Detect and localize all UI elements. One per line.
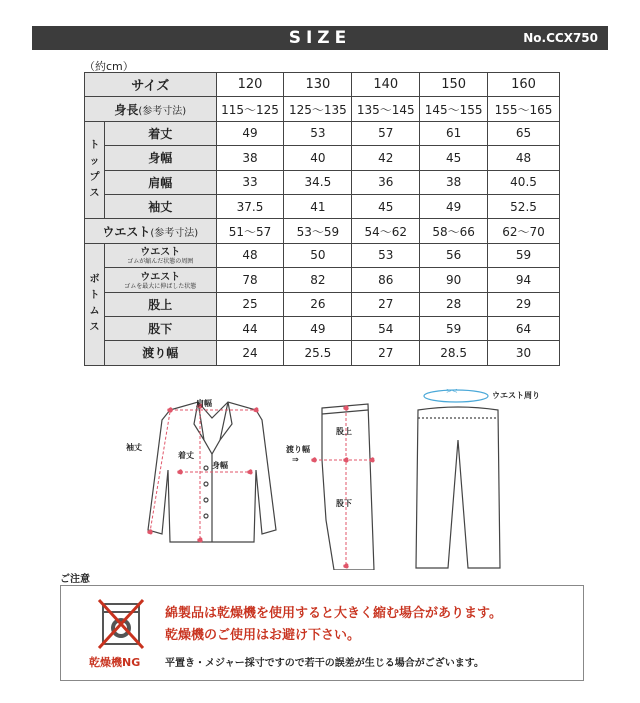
- waist-cell: 53〜59: [284, 219, 352, 243]
- value-cell: 54: [352, 316, 420, 340]
- value-cell: 90: [420, 268, 488, 292]
- value-cell: 56: [420, 243, 488, 267]
- value-cell: 27: [352, 341, 420, 365]
- waist-label: [85, 219, 217, 243]
- value-cell: 25: [216, 292, 284, 316]
- height-ref-text: (参考寸法): [138, 105, 187, 117]
- tops-char: ス: [89, 188, 100, 200]
- height-label-text: 身長: [114, 102, 139, 117]
- waist-around-label: ウエスト周り: [492, 391, 540, 400]
- waist-arrow-icon: ><: [446, 387, 458, 395]
- height-label: [85, 97, 217, 121]
- value-cell: 61: [420, 121, 488, 145]
- size-title: SIZE: [288, 28, 352, 48]
- size-cell: 130: [284, 73, 352, 97]
- table-row-bottoms-waist-relaxed: [85, 243, 560, 267]
- table-row-bottoms-waist-stretched: [85, 268, 560, 292]
- bottoms-char: ム: [89, 306, 100, 318]
- dryer-ng-label: 乾燥機NG: [89, 656, 141, 669]
- value-cell: 48: [216, 243, 284, 267]
- value-cell: 25.5: [284, 341, 352, 365]
- value-cell: 49: [420, 194, 488, 218]
- body-width-label: 身幅: [212, 461, 228, 470]
- bottoms-char: ト: [89, 290, 100, 302]
- tops-char: ッ: [89, 156, 100, 168]
- value-cell: 37.5: [216, 194, 284, 218]
- value-cell: 50: [284, 243, 352, 267]
- waist-ref-text: (参考寸法): [150, 227, 199, 239]
- warning-measurement: 平置き・メジャー採寸ですので若干の誤差が生じる場合がございます。: [165, 658, 484, 669]
- value-cell: 26: [284, 292, 352, 316]
- tops-char: プ: [89, 172, 100, 184]
- rise-label: 股上: [336, 427, 352, 436]
- size-header: [32, 26, 608, 50]
- value-cell: 59: [488, 243, 560, 267]
- value-cell: 53: [352, 243, 420, 267]
- warning-shrink: 綿製品は乾燥機を使用すると大きく縮む場合があります。: [165, 606, 502, 621]
- height-cell: 145〜155: [420, 97, 488, 121]
- tops-char: ト: [89, 140, 100, 152]
- value-cell: 52.5: [488, 194, 560, 218]
- value-cell: 41: [284, 194, 352, 218]
- row-label: 身幅: [104, 146, 216, 170]
- value-cell: 86: [352, 268, 420, 292]
- row-label: 股下: [104, 316, 216, 340]
- value-cell: 49: [216, 121, 284, 145]
- value-cell: 29: [488, 292, 560, 316]
- value-cell: 40: [284, 146, 352, 170]
- model-number: No.CCX750: [523, 31, 598, 45]
- row-label: 股上: [104, 292, 216, 316]
- value-cell: 36: [352, 170, 420, 194]
- row-label: 肩幅: [104, 170, 216, 194]
- waist-cell: 62〜70: [488, 219, 560, 243]
- height-cell: 155〜165: [488, 97, 560, 121]
- waist-label-text: ウエスト: [102, 224, 151, 239]
- size-cell: 160: [488, 73, 560, 97]
- table-row-tops-width: [85, 146, 560, 170]
- measurement-diagram: [0, 380, 640, 570]
- row-label: 渡り幅: [104, 341, 216, 365]
- dryer-ng-icon: [97, 598, 145, 650]
- value-cell: 45: [352, 194, 420, 218]
- table-row-height: [85, 97, 560, 121]
- table-row-bottoms-thigh: [85, 341, 560, 365]
- row-label: 袖丈: [104, 194, 216, 218]
- row-label: [104, 243, 216, 267]
- table-row-bottoms-inseam: [85, 316, 560, 340]
- shirt-measure-lines: [148, 404, 258, 542]
- value-cell: 65: [488, 121, 560, 145]
- height-cell: 115〜125: [216, 97, 284, 121]
- row-sublabel: ゴムを最大に伸ばした状態: [124, 282, 197, 290]
- length-label: 着丈: [178, 451, 194, 460]
- value-cell: 49: [284, 316, 352, 340]
- table-row-tops-sleeve: [85, 194, 560, 218]
- table-row-bottoms-rise: [85, 292, 560, 316]
- tops-group-label: [85, 121, 105, 219]
- waist-cell: 58〜66: [420, 219, 488, 243]
- waist-cell: 54〜62: [352, 219, 420, 243]
- value-cell: 53: [284, 121, 352, 145]
- value-cell: 40.5: [488, 170, 560, 194]
- size-cell: 120: [216, 73, 284, 97]
- value-cell: 57: [352, 121, 420, 145]
- row-label-text: ウエスト: [140, 247, 181, 259]
- value-cell: 30: [488, 341, 560, 365]
- value-cell: 28: [420, 292, 488, 316]
- value-cell: 34.5: [284, 170, 352, 194]
- value-cell: 44: [216, 316, 284, 340]
- notes-box: [60, 585, 584, 681]
- shoulder-label: 肩幅: [196, 399, 212, 408]
- warning-avoid-dryer: 乾燥機のご使用はお避け下さい。: [165, 628, 361, 643]
- thigh-label: 渡り幅: [286, 445, 310, 454]
- row-label-text: ウエスト: [140, 271, 181, 283]
- table-row-waist: [85, 219, 560, 243]
- notes-title: ご注意: [60, 574, 90, 585]
- height-cell: 125〜135: [284, 97, 352, 121]
- value-cell: 94: [488, 268, 560, 292]
- pants-front-illustration: [416, 407, 500, 568]
- value-cell: 82: [284, 268, 352, 292]
- size-label: サイズ: [85, 73, 217, 97]
- value-cell: 42: [352, 146, 420, 170]
- height-cell: 135〜145: [352, 97, 420, 121]
- value-cell: 38: [420, 170, 488, 194]
- row-label: 着丈: [104, 121, 216, 145]
- size-table: [84, 72, 560, 366]
- table-row-tops-length: [85, 121, 560, 145]
- bottoms-char: ボ: [89, 274, 100, 286]
- value-cell: 27: [352, 292, 420, 316]
- value-cell: 45: [420, 146, 488, 170]
- value-cell: 64: [488, 316, 560, 340]
- inseam-label: 股下: [336, 499, 352, 508]
- value-cell: 28.5: [420, 341, 488, 365]
- value-cell: 78: [216, 268, 284, 292]
- sleeve-label: 袖丈: [126, 443, 142, 452]
- table-row-size: [85, 73, 560, 97]
- size-cell: 140: [352, 73, 420, 97]
- bottoms-group-label: [85, 243, 105, 365]
- table-row-tops-shoulder: [85, 170, 560, 194]
- bottoms-char: ス: [89, 322, 100, 334]
- value-cell: 38: [216, 146, 284, 170]
- unit-label: （約cm）: [84, 60, 134, 73]
- thigh-arrow: ⇒: [292, 455, 299, 464]
- value-cell: 33: [216, 170, 284, 194]
- size-cell: 150: [420, 73, 488, 97]
- waist-cell: 51〜57: [216, 219, 284, 243]
- value-cell: 24: [216, 341, 284, 365]
- row-sublabel: ゴムが縮んだ状態の周囲: [127, 258, 194, 266]
- row-label: [104, 268, 216, 292]
- value-cell: 48: [488, 146, 560, 170]
- value-cell: 59: [420, 316, 488, 340]
